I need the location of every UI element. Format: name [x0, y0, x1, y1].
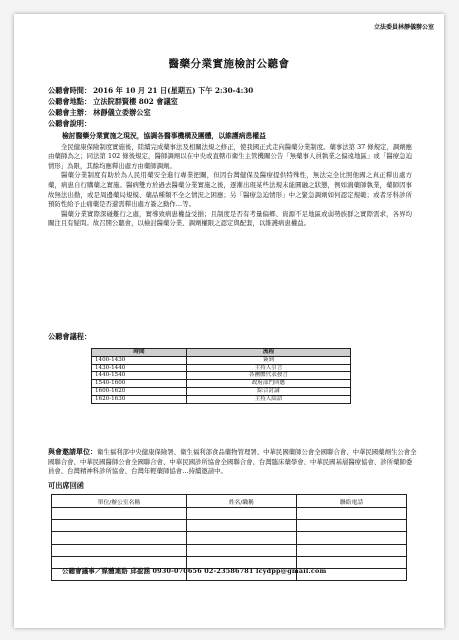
agenda-time: 1400-1430 — [92, 356, 187, 364]
reply-cell[interactable] — [52, 532, 187, 544]
table-row[interactable] — [52, 532, 407, 544]
agenda-item: 簽到 — [187, 356, 351, 364]
meta-host-value: 林靜儀立委辦公室 — [93, 108, 151, 117]
invite-block — [48, 447, 418, 477]
meta-description-label: 公聽會說明： — [48, 119, 92, 128]
description-lead: 檢討醫藥分業實施之現況，協調各醫事機構及團體，以維護病患權益 — [62, 132, 266, 140]
meta-place-value: 立法院群賢樓 802 會議室 — [93, 97, 178, 106]
agenda-time: 1600-1620 — [92, 387, 187, 395]
table-row — [92, 372, 351, 380]
reply-cell[interactable] — [186, 532, 296, 544]
agenda-time: 1540-1600 — [92, 380, 187, 388]
agenda-time: 1620-1630 — [92, 395, 187, 403]
meta-time-label: 公聽會時間： — [48, 86, 92, 95]
document-page — [14, 14, 444, 628]
reply-cell[interactable] — [296, 520, 406, 532]
meta-time-value: 2016 年 10 月 21 日(星期五) 下午 2:30-4:30 — [93, 86, 254, 95]
contact-line: 公聽會議事／媒體連絡 邱盈涵 0930-070656 02-23586781 lcydpp@gmail.com — [62, 567, 327, 575]
table-row[interactable] — [52, 508, 407, 520]
reply-cell[interactable] — [52, 544, 187, 556]
invite-text: 衛生福利部中央健康保險署、衛生福利部食品藥物管理署、中華民國藥師公會全國聯合會、中華民國藥劑生公會全國聯合會、中華民國醫師公會全國聯合會、中華民國診所協會全國聯合會、台灣臨床藥學會、中華民國基層醫療協會、診所藥師委員會、台灣精神科診所協會、台灣年輕藥師協會…持續邀請中。 — [48, 448, 417, 476]
reply-cell[interactable] — [52, 508, 187, 520]
agenda-table — [91, 348, 351, 404]
reply-cell[interactable] — [296, 508, 406, 520]
reply-label: 可出席回函 — [48, 481, 84, 490]
table-row[interactable] — [52, 520, 407, 532]
agenda-time: 1430-1440 — [92, 364, 187, 372]
agenda-header-time: 時間 — [92, 349, 187, 357]
agenda-item: 綜合討論 — [187, 387, 351, 395]
meta-time — [48, 86, 253, 96]
description-body — [48, 132, 412, 229]
reply-header-phone: 聯絡電話 — [296, 495, 406, 508]
office-header: 立法委員林靜儀辦公室 — [373, 24, 434, 31]
page-title: 醫藥分業實施檢討公聽會 — [168, 58, 290, 70]
description-paragraph: 醫藥分業實際深碰難行之處，實導致病患權益受損；且制度是否有考量偏鄉、資源不足地區或弱勢族群之實際需求，各界均關注且有疑問。故召開公聽會，以檢討醫藥分業、調劑權限之認定與配套，以維護病患權益。 — [48, 209, 412, 228]
table-row — [92, 380, 351, 388]
table-row — [92, 387, 351, 395]
agenda-item: 政府部門回應 — [187, 380, 351, 388]
reply-cell[interactable] — [186, 520, 296, 532]
description-paragraph: 醫藥分業制度有助於為人民用藥安全進行專業把關，但因台灣健保及醫療提供特殊性，無法完全比照他國之真正釋出處方藥，病患自行購藥之實施。醫病雙方於過去醫藥分業實施之後，逐漸出現某些法規未能圓融之狀態，例如鴻藥師執業，藥師因事故無法出勤，或是周邊藥局規模、藥品種類不全之情況之困應；另「醫療急迫情形」中之緊急調劑如何認定規範；或者牙科診所預防性給予止痛藥是否還需釋出處方簽之動作…等。 — [48, 171, 412, 209]
agenda-item: 主持人結語 — [187, 395, 351, 403]
reply-cell[interactable] — [296, 544, 406, 556]
meta-place-label: 公聽會地點： — [48, 97, 92, 106]
agenda-time: 1440-1540 — [92, 372, 187, 380]
reply-cell[interactable] — [52, 520, 187, 532]
agenda-item: 主持人引言 — [187, 364, 351, 372]
table-row — [92, 356, 351, 364]
description-paragraph: 全民健康保險制度實施後，陸續完成藥事法及相關法規之修正，使我國正式走向醫藥分業制度。藥事法第 37 條規定，調劑應由藥師為之；同法第 102 條後規定，醫師調劑以在中央或直轄市衛生主管機關公告「無藥事人員執業之偏遠地區」或「醫療急迫情形」為限，其餘均應釋出處方由藥師調劑。 — [48, 142, 412, 170]
reply-cell[interactable] — [186, 544, 296, 556]
reply-cell[interactable] — [296, 532, 406, 544]
reply-header-unit: 單位/辦公室名稱 — [52, 495, 187, 508]
meta-host — [48, 108, 151, 118]
meta-host-label: 公聽會主辦： — [48, 108, 92, 117]
reply-header-name: 姓名/職稱 — [186, 495, 296, 508]
reply-cell[interactable] — [186, 508, 296, 520]
agenda-label: 公聽會議程： — [48, 332, 92, 341]
agenda-header-row — [92, 349, 351, 357]
table-row — [92, 364, 351, 372]
meta-place — [48, 97, 178, 107]
agenda-item: 各團體代表發言 — [187, 372, 351, 380]
invite-label: 與會邀請單位： — [48, 447, 97, 456]
table-row[interactable] — [52, 544, 407, 556]
agenda-header-flow: 流程 — [187, 349, 351, 357]
reply-header-row — [52, 495, 407, 508]
table-row — [92, 395, 351, 403]
